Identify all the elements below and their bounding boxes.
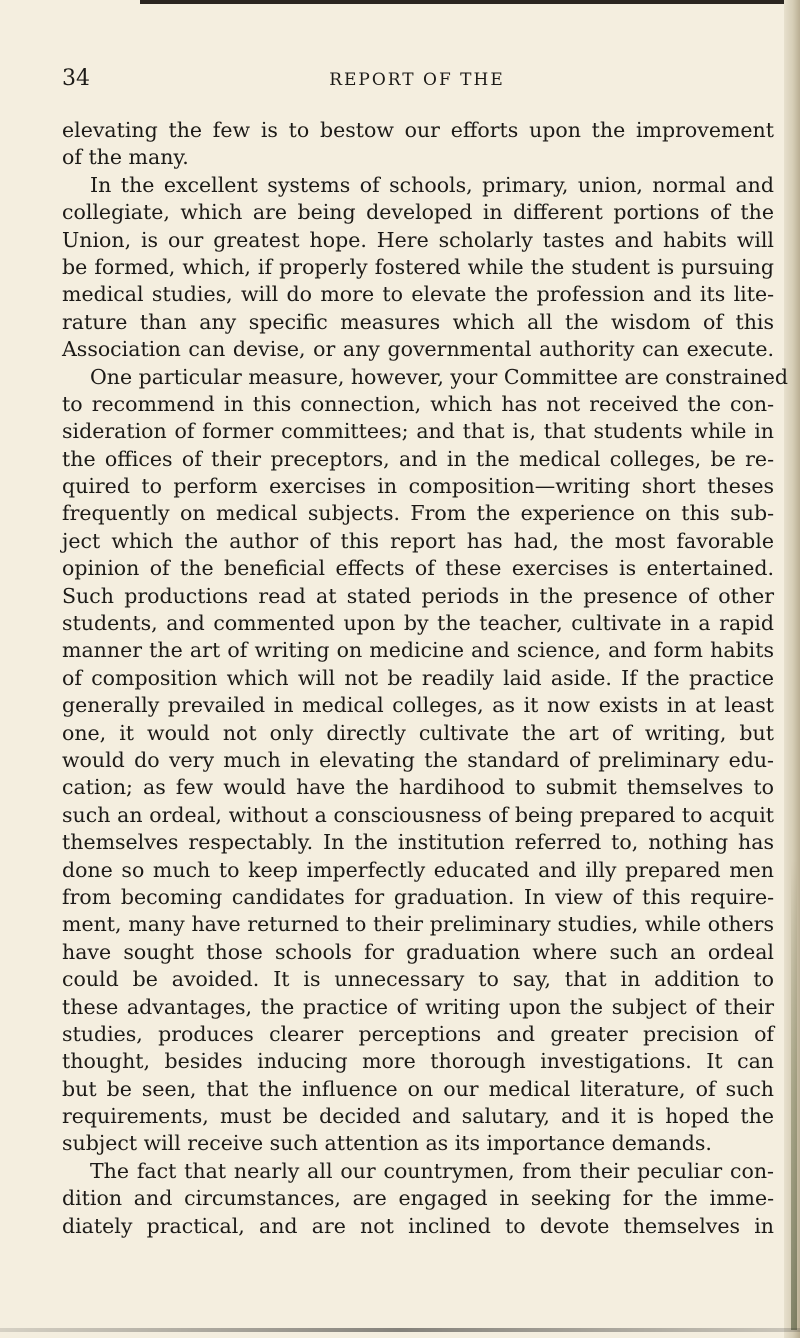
text-line: but be seen, that the influence on our medical literature, of such <box>62 1076 774 1101</box>
text-line: of the many. <box>62 145 189 170</box>
text-line: themselves respectably. In the institution referred to, nothing has <box>62 830 774 855</box>
text-line: subject will receive such attention as its importance demands. <box>62 1131 712 1156</box>
text-line: done so much to keep imperfectly educated and illy prepared men <box>62 857 774 882</box>
text-line: Union, is our greatest hope. Here scholarly tastes and habits will <box>62 227 774 252</box>
bottom-page-edge <box>0 1328 800 1332</box>
text-line: of composition which will not be readily laid aside. If the practice <box>62 665 774 690</box>
text-line: these advantages, the practice of writing upon the subject of their <box>62 994 774 1019</box>
text-line: could be avoided. It is unnecessary to say, that in addition to <box>62 967 774 992</box>
text-line: have sought those schools for graduation where such an ordeal <box>62 939 774 964</box>
text-line: One particular measure, however, your Committee are constrained <box>90 364 789 389</box>
text-line: be formed, which, if properly fostered while the student is pursuing <box>62 254 774 279</box>
text-line: studies, produces clearer perceptions and greater precision of <box>62 1021 774 1046</box>
text-line: generally prevailed in medical colleges, as it now exists in at least <box>62 693 774 718</box>
top-page-edge <box>140 0 800 4</box>
text-line: medical studies, will do more to elevate the profession and its lite- <box>62 282 774 307</box>
text-line: would do very much in elevating the standard of preliminary edu- <box>62 747 774 772</box>
text-line: rature than any specific measures which all the wisdom of this <box>62 309 774 334</box>
text-line: to recommend in this connection, which has not received the con- <box>62 391 774 416</box>
running-head: REPORT OF THE <box>329 70 505 90</box>
text-line: collegiate, which are being developed in different portions of the <box>62 200 774 225</box>
text-line: quired to perform exercises in composition—writing short theses <box>62 474 774 499</box>
text-line: students, and commented upon by the teacher, cultivate in a rapid <box>62 611 774 636</box>
text-line: opinion of the beneficial effects of these exercises is entertained. <box>62 556 774 581</box>
text-line: cation; as few would have the hardihood to submit themselves to <box>62 775 774 800</box>
text-line: diately practical, and are not inclined to devote themselves in <box>62 1213 774 1238</box>
text-line: dition and circumstances, are engaged in seeking for the imme- <box>62 1186 774 1211</box>
text-line: Association can devise, or any governmental authority can execute. <box>62 337 774 362</box>
text-line: requirements, must be decided and salutary, and it is hoped the <box>62 1104 774 1129</box>
text-line: one, it would not only directly cultivate the art of writing, but <box>62 720 774 745</box>
text-line: ject which the author of this report has had, the most favorable <box>62 528 774 553</box>
text-line: such an ordeal, without a consciousness of being prepared to acquit <box>62 802 774 827</box>
text-line: elevating the few is to bestow our efforts upon the improvement <box>62 118 774 142</box>
text-line: the offices of their preceptors, and in the medical colleges, be re- <box>62 446 774 471</box>
text-line: ment, many have returned to their preliminary studies, while others <box>62 912 774 937</box>
body-text <box>62 117 789 1240</box>
text-line: from becoming candidates for graduation. In view of this require- <box>62 884 774 909</box>
page-number: 34 <box>62 66 90 91</box>
text-line: manner the art of writing on medicine and science, and form habits <box>62 638 774 663</box>
text-line: frequently on medical subjects. From the experience on this sub- <box>62 501 774 526</box>
page-right-edge <box>784 0 800 1338</box>
text-line: sideration of former committees; and that is, that students while in <box>62 419 774 444</box>
text-line: The fact that nearly all our countrymen, from their peculiar con- <box>90 1158 774 1183</box>
page-header <box>62 64 772 100</box>
text-line: Such productions read at stated periods in the presence of other <box>62 583 774 608</box>
text-line: In the excellent systems of schools, primary, union, normal and <box>90 172 774 197</box>
text-line: thought, besides inducing more thorough investigations. It can <box>62 1049 774 1074</box>
